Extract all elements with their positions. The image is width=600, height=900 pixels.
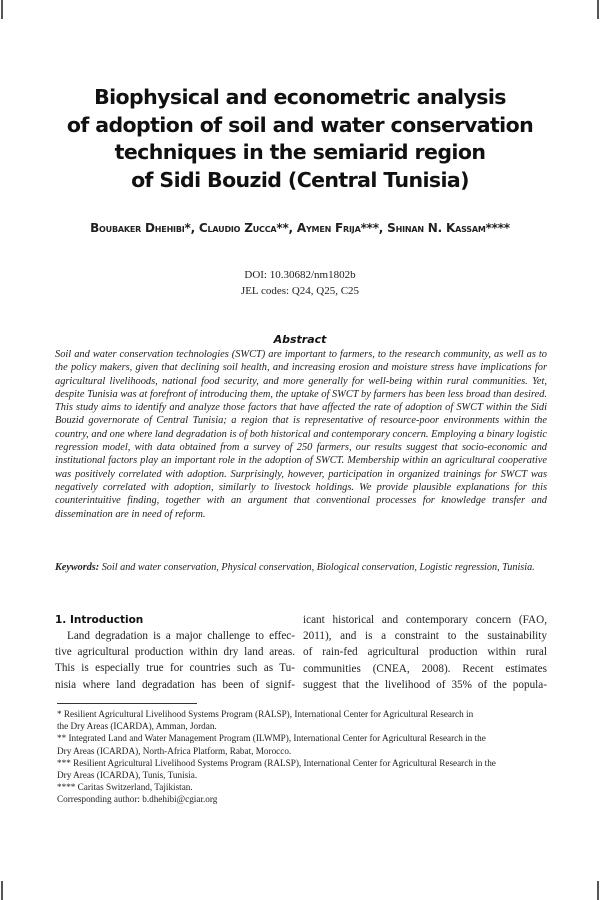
title-line: of adoption of soil and water conservation [66,112,534,137]
author-list: Boubaker Dhehibi*, Claudio Zucca**, Aymen Frija***, Shinan N. Kassam**** [90,221,510,235]
doi: DOI: 10.30682/nm1802b [244,269,356,281]
footnote: Dry Areas (ICARDA), North-Africa Platform, Rabat, Morocco. [57,745,292,756]
section-heading: 1. Introduction [55,614,144,626]
title-line: Biophysical and econometric analysis [94,85,506,109]
crop-mark-top-right [597,0,599,19]
footnote: ** Integrated Land and Water Management Program (ILWMP), International Center for Agricultural Research in the [57,733,486,744]
footnotes [57,708,549,806]
footnote: Dry Areas (ICARDA), Tunis, Tunisia. [57,770,198,781]
crop-mark-bottom-right [597,881,599,900]
keywords-text: Soil and water conservation, Physical conservation, Biological conservation, Logistic regression, Tunisia. [101,562,535,573]
crop-mark-bottom-left [1,881,3,900]
body-line: tive agricultural production within dry land areas. [55,646,295,659]
keywords [55,561,547,574]
footnote: **** Caritas Switzerland, Tajikistan. [57,782,193,793]
body-line: 2011), and is a constraint to the sustainability [303,630,547,643]
body-line: This is especially true for countries such as Tu- [55,662,295,675]
title-line: of Sidi Bouzid (Central Tunisia) [131,167,469,192]
body-line: suggest that the livelihood of 35% of the popula- [303,678,547,691]
keywords-label: Keywords: [55,562,100,573]
intro-column-left [55,612,295,693]
body-line: of rain-fed agricultural production within rural [303,646,547,659]
corresponding-author: Corresponding author: b.dhehibi@cgiar.org [57,794,218,805]
jel-codes: JEL codes: Q24, Q25, C25 [240,285,360,297]
paper-title [40,84,560,194]
body-line: icant historical and contemporary concern (FAO, [303,614,547,626]
footnote-divider [57,703,197,704]
title-line: techniques in the semiarid region [114,140,486,164]
footnote: the Dry Areas (ICARDA), Amman, Jordan. [57,721,217,732]
crop-mark-top-left [1,0,3,19]
abstract-heading: Abstract [273,333,327,346]
footnote: *** Resilient Agricultural Livelihood Systems Program (RALSP), International Center for Agricultural Research in the [57,757,496,768]
abstract-text: Soil and water conservation technologies (SWCT) are important to farmers, to the research community, as well as to the policy makers, given that declining soil health, and increasing erosion and moisture stress have implications for agricultural livelihoods, national food security, and more generally for well-being within rural communities. Yet, despite Tunisia was at forefront of introducing them, the uptake of SWCT by farmers has been less broad than desired. This study aims to identify and analyze those factors that have affected the rate of adoption of SWCT within the Sidi Bouzid governorate of Central Tunisia; a region that is representative of resource-poor environments within the country, and one where land degradation is of both historical and contemporary concern. Employing a binary logistic regression model, with data obtained from a survey of 250 farmers, our results suggest that socio-economic and institutional factors play an important role in the adoption of SWCT. Membership within an agricultural cooperative was positively correlated with adoption. Surprisingly, however, participation in organized trainings for SWCT was negatively correlated with adoption, similarly to livestock holdings. We provide plausible explanations for this counterintuitive finding, together with an argument that conventional processes for knowledge transfer and dissemination are in need of reform. [55,349,547,520]
body-line: nisia where land degradation has been of signif- [55,678,295,691]
footnote: * Resilient Agricultural Livelihood Systems Program (RALSP), International Center for Agricultural Research in [57,709,474,719]
article-meta [40,267,560,299]
body-line: communities (CNEA, 2008). Recent estimates [303,662,547,675]
body-line: Land degradation is a major challenge to effec- [67,630,295,642]
intro-column-right [303,612,547,693]
